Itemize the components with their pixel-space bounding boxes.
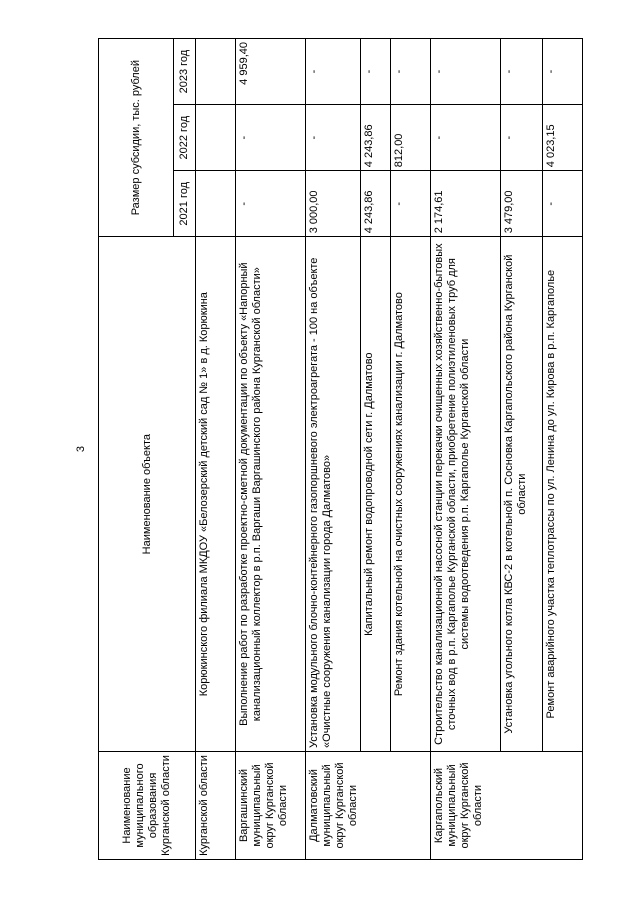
- table-row: [196, 39, 236, 860]
- cell-municipality: Варгашинский муниципальный округ Курганской области: [236, 751, 306, 859]
- table-row: [543, 39, 583, 860]
- page-number: 3: [75, 445, 87, 453]
- header-subsidy: Размер субсидии, тыс. рублей: [99, 39, 174, 237]
- subsidy-table-rotated: [98, 38, 582, 860]
- subsidy-table: [98, 38, 583, 860]
- cell-2022: 4 023,15: [543, 105, 583, 171]
- cell-2021: 3 000,00: [306, 171, 361, 237]
- cell-2021: 4 243,86: [361, 171, 391, 237]
- cell-2021: -: [391, 171, 431, 237]
- cell-2023: [196, 39, 236, 105]
- cell-2021: 3 479,00: [501, 171, 543, 237]
- cell-object: Ремонт аварийного участка теплотрассы по ул. Ленина до ул. Кирова в р.п. Каргаполье: [543, 237, 583, 752]
- table-row: [306, 39, 361, 860]
- header-municipality: Наименование муниципального образования Курганской области: [99, 751, 196, 859]
- cell-2023: -: [391, 39, 431, 105]
- cell-2023: -: [361, 39, 391, 105]
- cell-object: Ремонт здания котельной на очистных сооружениях канализации г. Далматово: [391, 237, 431, 752]
- cell-2023: -: [306, 39, 361, 105]
- cell-2021: [196, 171, 236, 237]
- cell-municipality: Курганской области: [196, 751, 236, 859]
- cell-2022: 812,00: [391, 105, 431, 171]
- cell-2023: -: [543, 39, 583, 105]
- table-row: [431, 39, 501, 860]
- cell-2022: -: [431, 105, 501, 171]
- cell-object: Установка угольного котла КВС-2 в котельной п. Сосновка Каргапольского района Курганской области: [501, 237, 543, 752]
- cell-2023: -: [431, 39, 501, 105]
- cell-object: Строительство канализационной насосной станции перекачки очищенных хозяйственно-бытовых сточных вод в р.п. Каргаполье Курганской области, приобретение полиэтиленовых труб для системы водоотведения р.п. Каргаполье Курганской области: [431, 237, 501, 752]
- cell-object: Корюкинского филиала МКДОУ «Белозерский детский сад № 1» в д. Корюкина: [196, 237, 236, 752]
- cell-2021: -: [236, 171, 306, 237]
- subsidy-table-container: [98, 38, 582, 860]
- table-header-row: [99, 39, 174, 860]
- table-row: [501, 39, 543, 860]
- cell-2022: -: [236, 105, 306, 171]
- header-year-2022: 2022 год: [174, 105, 196, 171]
- table-row: [361, 39, 391, 860]
- cell-2023: 4 959,40: [236, 39, 306, 105]
- cell-2022: -: [306, 105, 361, 171]
- cell-object: Выполнение работ по разработке проектно-сметной документации по объекту «Напорный канализационный коллектор в р.п. Варгаши Варгашинского района Курганской области»: [236, 237, 306, 752]
- header-year-2023: 2023 год: [174, 39, 196, 105]
- table-row: [391, 39, 431, 860]
- cell-municipality: Каргапольский муниципальный округ Курганской области: [431, 751, 583, 859]
- header-year-2021: 2021 год: [174, 171, 196, 237]
- cell-object: Капитальный ремонт водопроводной сети г. Далматово: [361, 237, 391, 752]
- cell-2021: -: [543, 171, 583, 237]
- cell-2022: [196, 105, 236, 171]
- cell-2021: 2 174,61: [431, 171, 501, 237]
- cell-municipality: Далматовский муниципальный округ Курганской области: [306, 751, 431, 859]
- header-object: Наименование объекта: [99, 237, 196, 752]
- cell-object: Установка модульного блочно-контейнерного газопоршневого электроагрегата - 100 на объекте «Очистные сооружения канализации города Далматово»: [306, 237, 361, 752]
- cell-2023: -: [501, 39, 543, 105]
- cell-2022: 4 243,86: [361, 105, 391, 171]
- cell-2022: -: [501, 105, 543, 171]
- table-row: [236, 39, 306, 860]
